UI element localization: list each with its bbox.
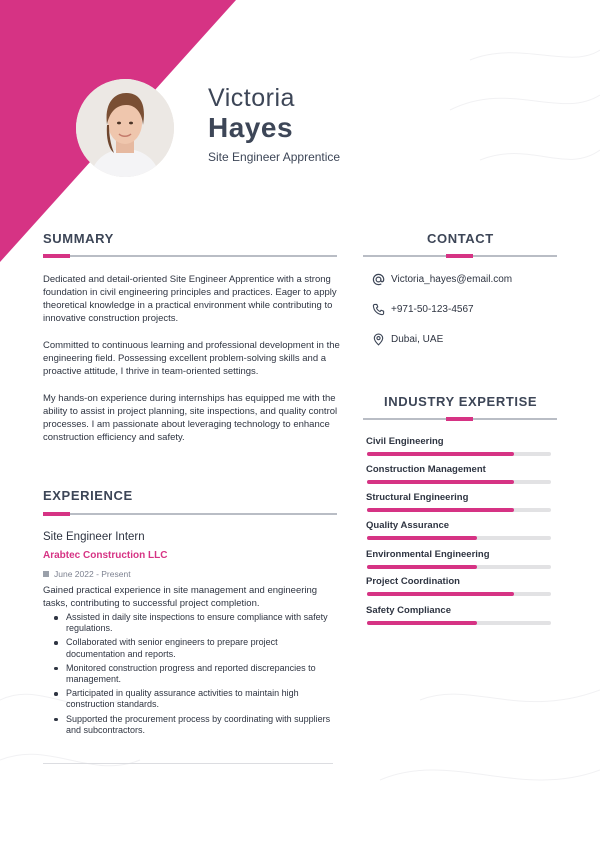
job-dates-text: June 2022 - Present [54, 569, 131, 579]
skill-bar-fill [367, 592, 514, 596]
skill-label: Environmental Engineering [366, 549, 490, 560]
calendar-icon [43, 571, 49, 577]
summary-divider [43, 255, 337, 257]
skill-label: Quality Assurance [366, 520, 450, 531]
list-item: Collaborated with senior engineers to prepare project documentation and reports. [52, 637, 337, 659]
skill-bar-fill [367, 536, 477, 540]
expertise-divider-accent [446, 417, 473, 421]
at-icon [372, 273, 385, 286]
phone-icon [372, 303, 385, 316]
location-pin-icon [372, 333, 385, 346]
list-item: Supported the procurement process by coordinating with suppliers and subcontractors. [52, 714, 337, 736]
job-dates [43, 569, 131, 579]
skill-label: Safety Compliance [366, 605, 451, 616]
contact-heading: CONTACT [427, 231, 494, 246]
job-title: Site Engineer Apprentice [208, 150, 341, 164]
skill-bar-fill [367, 452, 514, 456]
experience-heading: EXPERIENCE [43, 488, 133, 503]
skill-bar [367, 480, 551, 484]
skill-bar-fill [367, 565, 477, 569]
profile-photo [76, 79, 174, 177]
skill-label: Project Coordination [366, 576, 460, 587]
contact-email[interactable] [372, 271, 512, 287]
list-item: Participated in quality assurance activities to maintain high construction standards. [52, 688, 337, 710]
experience-divider-accent [43, 512, 70, 516]
job-position-title: Site Engineer Intern [43, 531, 145, 543]
contact-phone-text: +971-50-123-4567 [391, 303, 474, 315]
last-name: Hayes [208, 112, 294, 143]
skill-label: Structural Engineering [366, 492, 469, 503]
skill-bar [367, 592, 551, 596]
skill-bar [367, 536, 551, 540]
skill-bar-fill [367, 480, 514, 484]
first-name: Victoria [208, 84, 295, 112]
job-company: Arabtec Construction LLC [43, 550, 168, 561]
contact-email-text: Victoria_hayes@email.com [391, 273, 513, 285]
job-description: Gained practical experience in site management and engineering tasks, contributing to successful project completion. [43, 585, 318, 609]
skill-bar [367, 621, 551, 625]
job-bullet-list [52, 612, 337, 739]
skill-bar [367, 452, 551, 456]
expertise-heading: INDUSTRY EXPERTISE [384, 394, 538, 409]
skill-bar [367, 508, 551, 512]
contact-location-text: Dubai, UAE [391, 333, 444, 345]
skill-label: Construction Management [366, 464, 486, 475]
experience-end-divider [43, 763, 333, 764]
skill-label: Civil Engineering [366, 436, 444, 447]
summary-paragraph-2: Committed to continuous learning and professional development in the engineering field. Possessing excellent problem-solving skills and a proactive attitude, I thrive in team-oriented settings. [43, 340, 340, 377]
summary-paragraph-1: Dedicated and detail-oriented Site Engineer Apprentice with a strong foundation in civil engineering principles and practices. Eager to apply theoretical knowledge in a practical environment while contributing to innovative construction projects. [43, 274, 337, 324]
summary-paragraph-3: My hands-on experience during internships has equipped me with the ability to assist in project planning, site inspections, and quality control processes. I am passionate about leveraging technology to enhance construction efficiency and safety. [43, 393, 338, 443]
skill-bar-fill [367, 508, 514, 512]
summary-heading: SUMMARY [43, 231, 114, 246]
list-item: Monitored construction progress and reported discrepancies to management. [52, 663, 337, 685]
list-item: Assisted in daily site inspections to ensure compliance with safety regulations. [52, 612, 337, 634]
experience-divider [43, 513, 337, 515]
summary-divider-accent [43, 254, 70, 258]
contact-phone[interactable] [372, 301, 474, 317]
skill-bar-fill [367, 621, 477, 625]
skill-bar [367, 565, 551, 569]
contact-divider-accent [446, 254, 473, 258]
contact-location [372, 331, 443, 347]
